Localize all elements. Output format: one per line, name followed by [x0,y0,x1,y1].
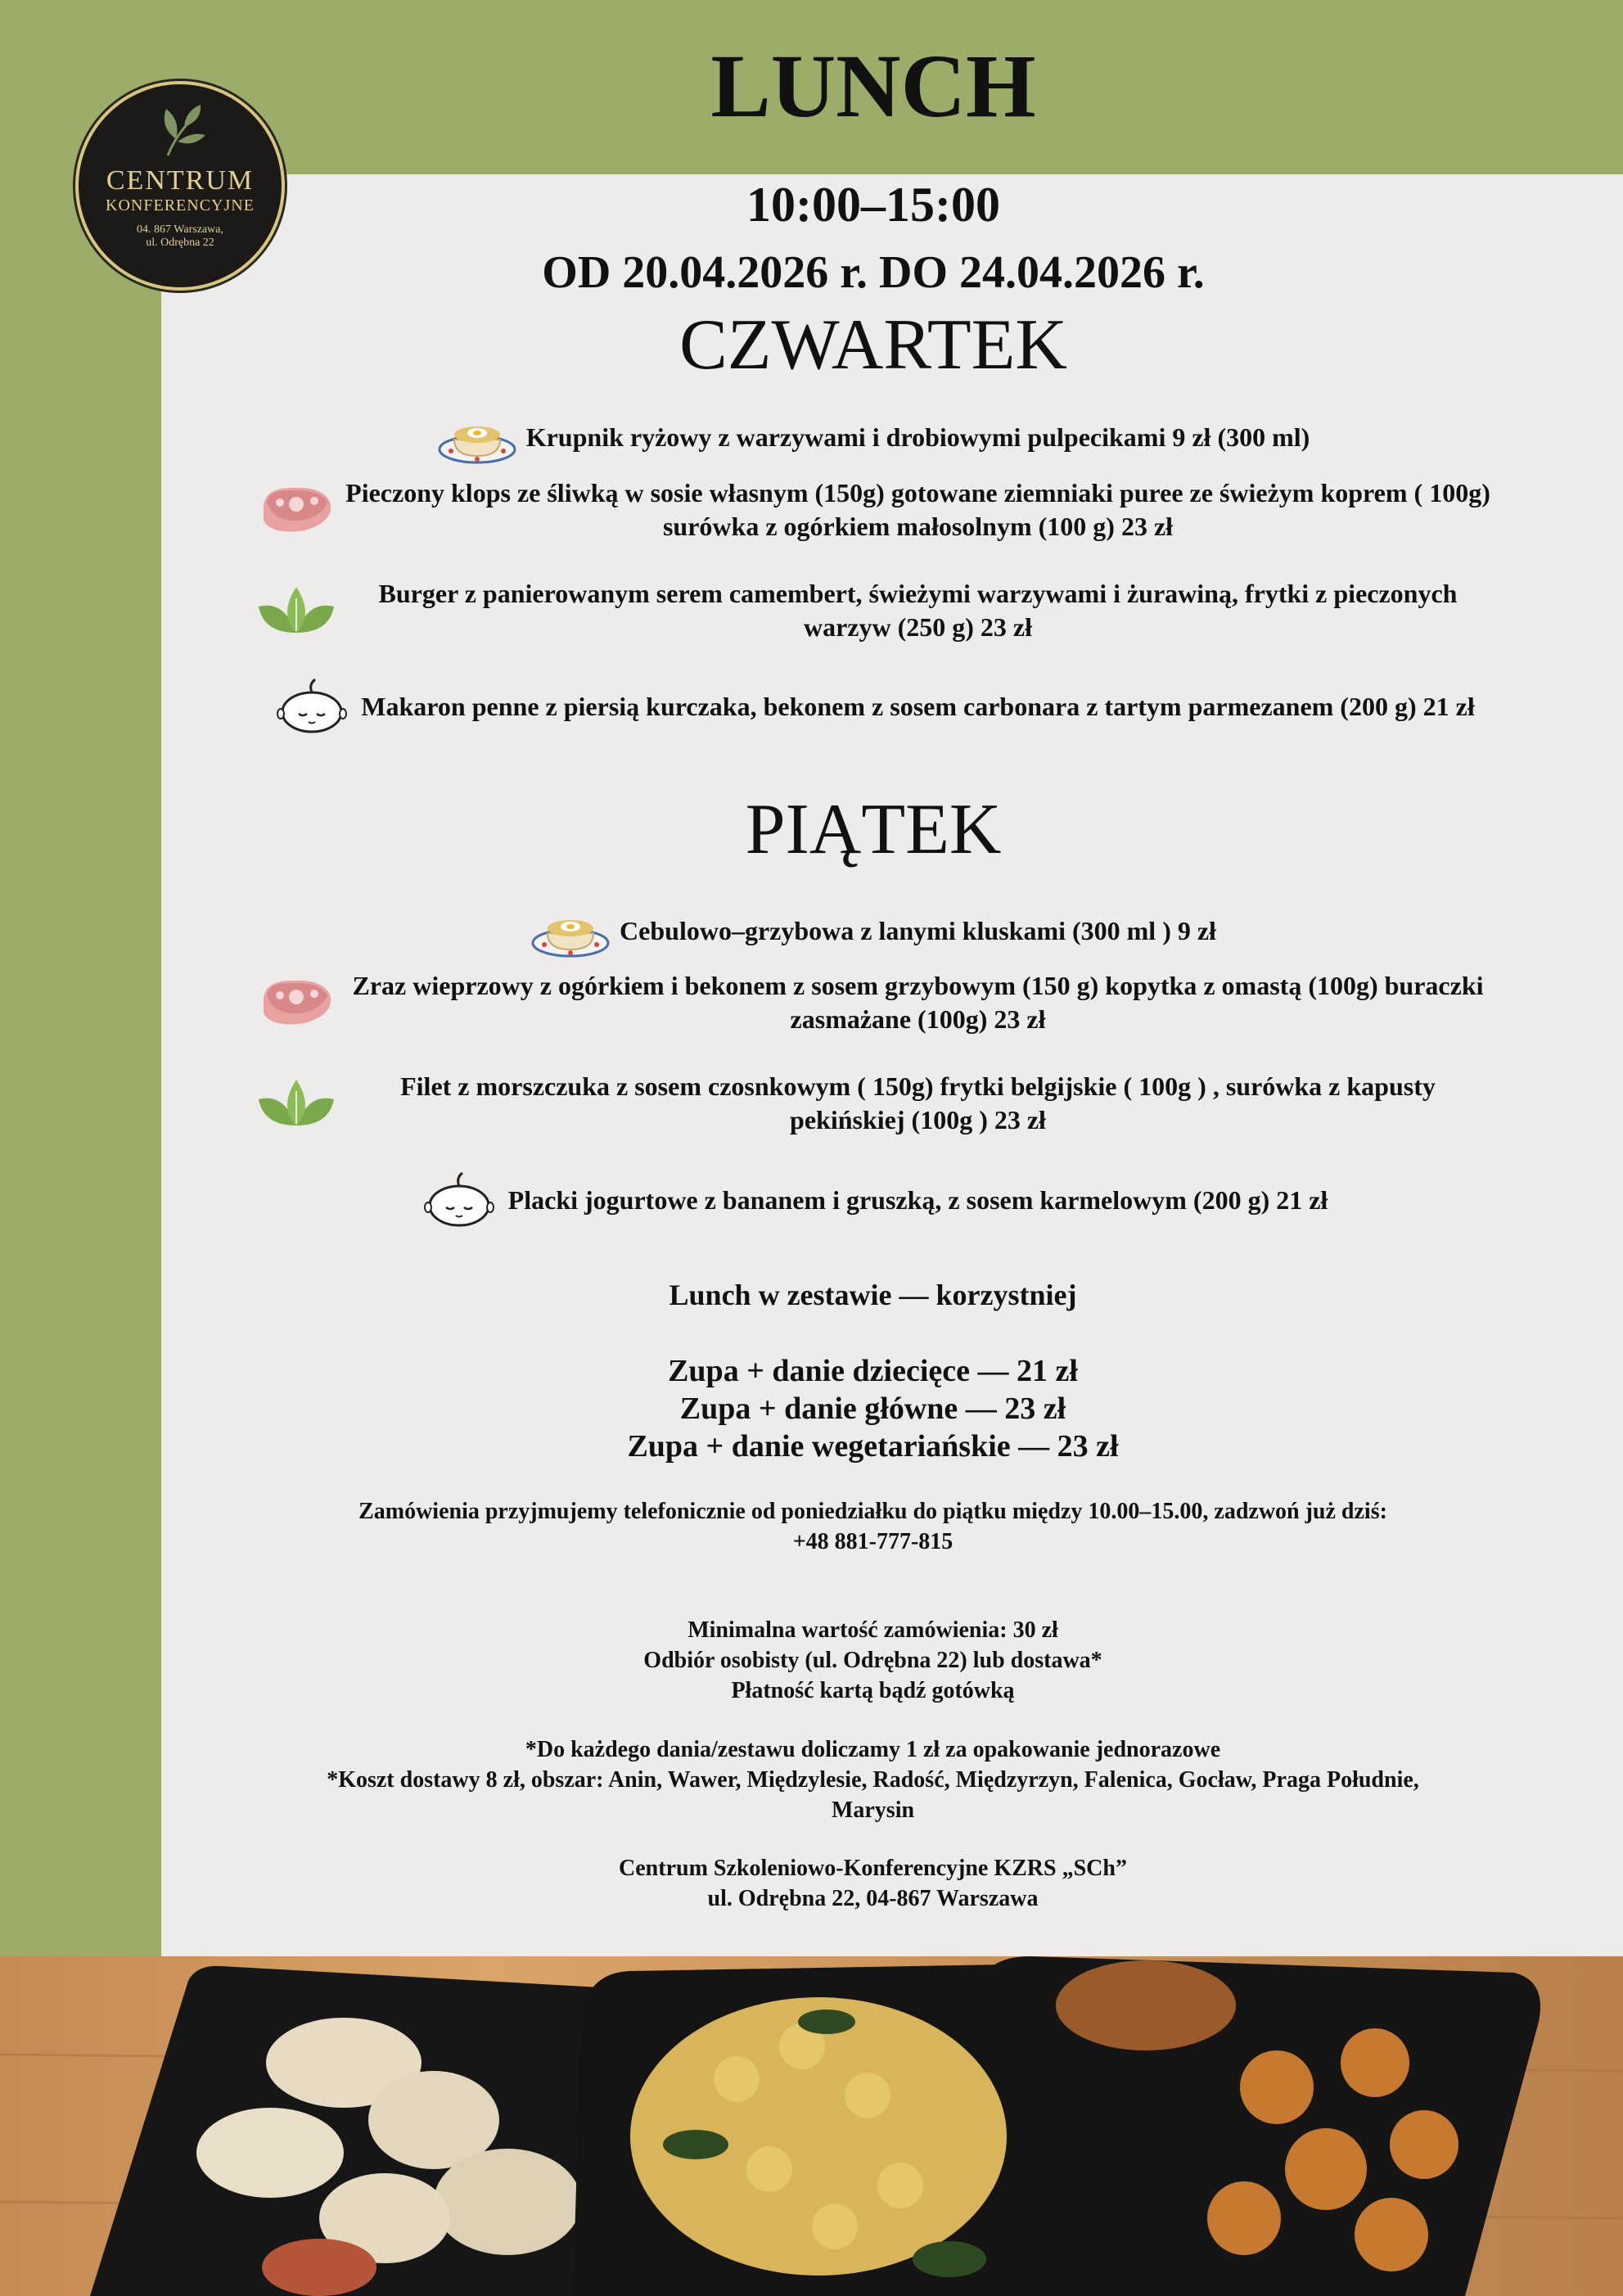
meat-icon [255,974,337,1031]
leaf-icon [255,582,337,639]
menu-item-text: Placki jogurtowe z bananem i gruszką, z sosem karmelowym (200 g) 21 zł [507,1184,1328,1215]
sets-heading: Lunch w zestawie — korzystniej [669,1279,1077,1311]
leaf-icon [255,1075,337,1132]
orders-text: Zamówienia przyjmujemy telefonicznie od poniedziałku do piątku między 10.00–15.00, zadzwoń już dziś: [358,1499,1387,1524]
day-heading: CZWARTEK [679,305,1067,385]
menu-item-text: Cebulowo–grzybowa z lanymi kluskami (300 ml ) 9 zł [620,915,1216,945]
soup-icon [530,902,611,959]
tray-dumplings [90,1966,651,2296]
logo-addr2: ul. Odrębna 22 [146,237,214,249]
baby-icon [271,678,353,735]
menu-item-text: Zraz wieprzowy z ogórkiem i bekonem z sosem grzybowym (150 g) kopytka z omastą (100g) buraczki zasmażane (100g) 23 zł [352,971,1484,1034]
company-name: Centrum Szkoleniowo-Konferencyjne KZRS „SCh” [619,1856,1127,1881]
menu-item [123,408,1623,466]
menu-item [123,678,1623,735]
minimum-order: Minimalna wartość zamówienia: 30 zł [688,1617,1058,1643]
menu-item [123,902,1623,959]
page-title: LUNCH [710,36,1036,136]
logo-addr1: 04. 867 Warszawa, [137,223,223,236]
menu-item-text: Burger z panierowanym serem camembert, świeżymi warzywami i żurawiną, frytki z pieczonych warzyw (250 g) 23 zł [378,579,1458,642]
menu-item [123,969,1623,1036]
menu-item-text: Krupnik ryżowy z warzywami i drobiowymi pulpecikami 9 zł (300 ml) [525,422,1310,452]
orders-info [278,1496,1467,1557]
baby-icon [418,1171,500,1229]
logo-name: CENTRUM [106,165,255,196]
food-photo [0,1956,1623,2296]
meat-icon [255,481,337,539]
logo-sub: KONFERENCYJNE [106,196,255,214]
set-line: Zupa + danie dziecięce — 21 zł [668,1354,1078,1388]
menu-item-text: Makaron penne z piersią kurczaka, bekonem z sosem carbonara z tartym parmezanem (200 g) 21 zł [361,691,1475,721]
company-address: ul. Odrębna 22, 04-867 Warszawa [707,1886,1039,1911]
menu-item [123,476,1623,544]
set-line: Zupa + danie wegetariańskie — 23 zł [627,1429,1119,1464]
set-line: Zupa + danie główne — 23 zł [679,1392,1066,1426]
date-range: OD 20.04.2026 r. DO 24.04.2026 r. [542,247,1205,298]
company-info [123,1853,1623,1914]
order-terms [123,1615,1623,1706]
hours: 10:00–15:00 [746,178,1000,232]
delivery-note: *Koszt dostawy 8 zł, obszar: Anin, Wawer, Międzylesie, Radość, Międzyrzyn, Falenica, Gocław, Praga Południe, Marysin [327,1767,1419,1823]
menu-item [123,1070,1623,1137]
menu-item-text: Pieczony klops ze śliwką w sosie własnym (150g) gotowane ziemniaki puree ze świeżym koprem ( 100g) surówka z ogórkiem małosolnym (100 g) 23 zł [345,478,1490,541]
soup-icon [436,408,518,466]
pickup-info: Odbiór osobisty (ul. Odrębna 22) lub dostawa* [643,1648,1102,1673]
menu-item-text: Filet z morszczuka z sosem czosnkowym ( 150g) frytki belgijskie ( 100g ) , surówka z kapusty pekińskiej (100g ) 23 zł [400,1071,1436,1134]
day-heading: PIĄTEK [745,790,1002,869]
payment-info: Płatność kartą bądź gotówką [731,1678,1015,1703]
notes [295,1734,1451,1825]
menu-item [123,577,1623,644]
menu-item [123,1171,1623,1229]
phone-number[interactable]: +48 881-777-815 [792,1529,954,1554]
packaging-note: *Do każdego dania/zestawu doliczamy 1 zł za opakowanie jednorazowe [525,1737,1221,1762]
